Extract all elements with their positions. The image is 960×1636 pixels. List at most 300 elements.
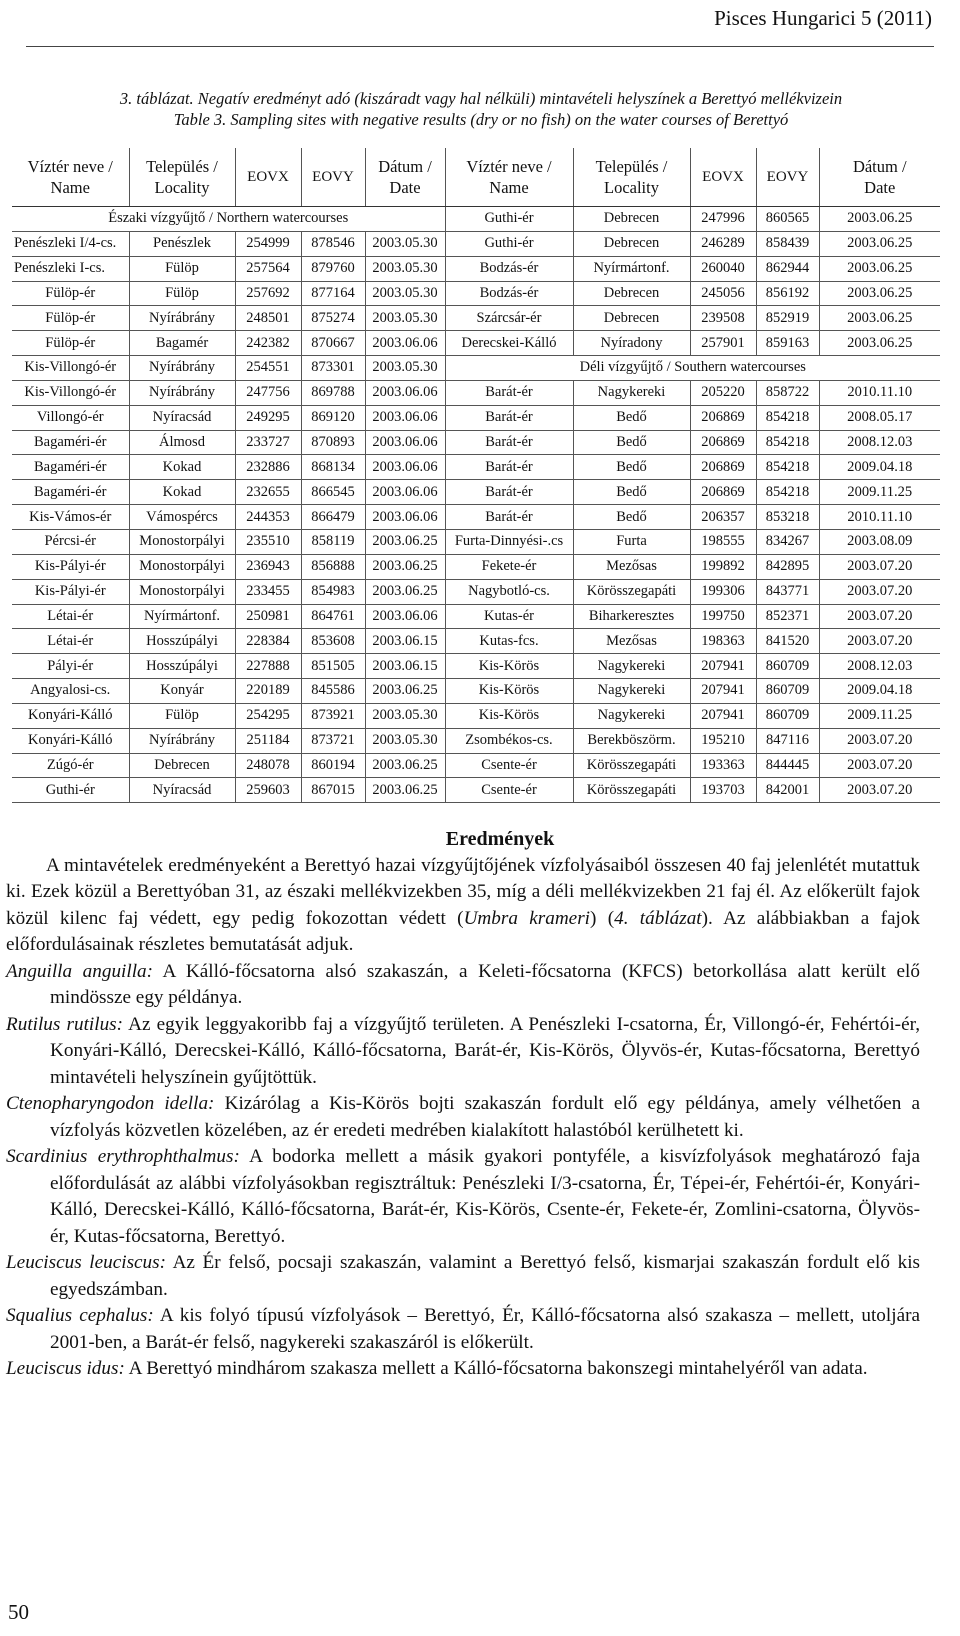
table-cell: Guthi-ér — [445, 231, 573, 256]
table-cell: Kis-Vámos-ér — [12, 505, 129, 530]
table-cell: 2003.08.09 — [819, 529, 940, 554]
table-row — [12, 554, 940, 579]
northern-watercourses-label: Északi vízgyűjtő / Northern watercourses — [12, 207, 445, 232]
table-cell: 2003.06.15 — [365, 629, 445, 654]
table-cell: 206357 — [690, 505, 756, 530]
species-text: A bodorka mellett a másik gyakori pontyféle, a kisvízfolyások meghatározó faja előfordulását az alábbi vízfolyásokban regisztráltuk: Penészleki I/3-csatorna, Ér, Tépei-ér, Fehértói-ér, Konyári-Kálló, Derecskei-Kálló, Kálló-főcsatorna, Barát-ér, Kis-Körös, Csente-ér, Fekete-ér, Zomlini-csatorna, Ölyvös-ér, Kutas-főcsatorna, Berettyó. — [50, 1146, 920, 1247]
table-cell: 2003.07.20 — [819, 579, 940, 604]
table-row — [12, 778, 940, 803]
table-cell: 206869 — [690, 430, 756, 455]
species-name: Ctenopharyngodon idella: — [6, 1093, 215, 1114]
table-cell: 242382 — [235, 331, 301, 356]
species-name: Leuciscus leuciscus: — [6, 1252, 167, 1273]
table-cell: 2008.12.03 — [819, 430, 940, 455]
table-cell: 207941 — [690, 703, 756, 728]
table-cell: 854218 — [756, 455, 819, 480]
table-cell: Nagykereki — [573, 380, 690, 405]
sampling-sites-table — [12, 148, 940, 803]
table-cell: Szárcsár-ér — [445, 306, 573, 331]
table-row — [12, 281, 940, 306]
table-cell: 873921 — [301, 703, 365, 728]
table-cell: 860565 — [756, 207, 819, 232]
table-cell: 852371 — [756, 604, 819, 629]
table-cell: 198555 — [690, 529, 756, 554]
table-cell: 2003.05.30 — [365, 703, 445, 728]
table-row — [12, 455, 940, 480]
table-row — [12, 604, 940, 629]
table-cell: 2003.06.25 — [365, 554, 445, 579]
table-cell: Barát-ér — [445, 455, 573, 480]
table-cell: 2009.04.18 — [819, 679, 940, 704]
col-header-eovx: EOVX — [235, 148, 301, 207]
table-cell: 245056 — [690, 281, 756, 306]
table-cell: Angyalosi-cs. — [12, 679, 129, 704]
table-cell: 868134 — [301, 455, 365, 480]
table-cell: Nyíracsád — [129, 778, 235, 803]
table-cell: 246289 — [690, 231, 756, 256]
table-cell: Kis-Pályi-ér — [12, 579, 129, 604]
table-cell: Kis-Körös — [445, 679, 573, 704]
table-cell: 2003.06.25 — [819, 306, 940, 331]
table-cell: 856888 — [301, 554, 365, 579]
table-cell: 2003.06.06 — [365, 405, 445, 430]
table-cell: Guthi-ér — [445, 207, 573, 232]
table-cell: Hosszúpályi — [129, 654, 235, 679]
table-cell: 867015 — [301, 778, 365, 803]
table-cell: 2003.05.30 — [365, 356, 445, 381]
table-cell: 877164 — [301, 281, 365, 306]
table-row — [12, 728, 940, 753]
table-cell: 866545 — [301, 480, 365, 505]
table-cell: 869788 — [301, 380, 365, 405]
table-cell: Fekete-ér — [445, 554, 573, 579]
table-cell: 232655 — [235, 480, 301, 505]
table-cell: 2003.05.30 — [365, 231, 445, 256]
table-cell: Derecskei-Kálló — [445, 331, 573, 356]
table-cell: 228384 — [235, 629, 301, 654]
species-text: Az Ér felső, pocsaji szakaszán, valamint a Berettyó felső, kismarjai szakaszán fordult elő kis egyedszámban. — [50, 1252, 920, 1300]
table-cell: 2003.06.06 — [365, 455, 445, 480]
table-cell: Debrecen — [573, 281, 690, 306]
table-cell: 860709 — [756, 679, 819, 704]
table-cell: 2003.07.20 — [819, 604, 940, 629]
table-cell: Nyírmártonf. — [573, 256, 690, 281]
table-cell: 199892 — [690, 554, 756, 579]
table-cell: Körösszegapáti — [573, 778, 690, 803]
table-cell: 2003.06.06 — [365, 430, 445, 455]
table-cell: 844445 — [756, 753, 819, 778]
table-cell: Biharkeresztes — [573, 604, 690, 629]
col-header-eovx-2: EOVX — [690, 148, 756, 207]
species-paragraph — [6, 1091, 920, 1144]
table-cell: Nyírábrány — [129, 728, 235, 753]
table-body — [12, 207, 940, 803]
table-cell: 854218 — [756, 430, 819, 455]
col-header-eovy: EOVY — [301, 148, 365, 207]
table-cell: Bagaméri-ér — [12, 430, 129, 455]
table-cell: 870893 — [301, 430, 365, 455]
table-cell: 858119 — [301, 529, 365, 554]
table-cell: Barát-ér — [445, 380, 573, 405]
table-cell: 860194 — [301, 753, 365, 778]
table-cell: Kutas-fcs. — [445, 629, 573, 654]
table-cell: 854218 — [756, 405, 819, 430]
table-cell: 2003.07.20 — [819, 753, 940, 778]
page-number: 50 — [8, 1600, 29, 1624]
table-row — [12, 207, 940, 232]
species-name: Squalius cephalus: — [6, 1305, 154, 1326]
table-cell: 193703 — [690, 778, 756, 803]
table-cell: Létai-ér — [12, 604, 129, 629]
table-cell: Konyár — [129, 679, 235, 704]
table-cell: 2009.11.25 — [819, 480, 940, 505]
col-header-name: Víztér neve / Name — [12, 148, 129, 207]
table-cell: Debrecen — [129, 753, 235, 778]
species-name: Anguilla anguilla: — [6, 960, 154, 982]
table-cell: 207941 — [690, 679, 756, 704]
table-cell: Nagykereki — [573, 703, 690, 728]
table-cell: 251184 — [235, 728, 301, 753]
table-cell: 878546 — [301, 231, 365, 256]
table-cell: 2009.04.18 — [819, 455, 940, 480]
results-intro: A mintavételek eredményeként a Berettyó hazai vízgyűjtőjének vízfolyásaiból összesen 40 faj jelenlétét mutattuk ki. Ezek közül a Berettyóban 31, az északi mellékvizekben 35, míg a déli mellékvizekben 21 faj él. Az előkerült fajok közül kilenc faj védett, egy pedig fokozottan védett (Umbra krameri) (4. táblázat). Az alábbiakban a fajok előfordulásainak részletes bemutatását adjuk. — [6, 854, 921, 955]
table-cell: 248078 — [235, 753, 301, 778]
species-paragraph — [6, 1012, 920, 1092]
table-cell: 2009.11.25 — [819, 703, 940, 728]
species-name: Rutilus rutilus: — [6, 1013, 124, 1035]
table-cell: Bodzás-ér — [445, 281, 573, 306]
table-cell: 842895 — [756, 554, 819, 579]
species-text: A Berettyó mindhárom szakasza mellett a Kálló-főcsatorna bakonszegi mintahelyéről van adata. — [124, 1358, 868, 1379]
table-cell: Barát-ér — [445, 405, 573, 430]
table-cell: Nyíradony — [573, 331, 690, 356]
table-cell: 248501 — [235, 306, 301, 331]
table-row — [12, 380, 940, 405]
table-cell: 254295 — [235, 703, 301, 728]
table-cell: 841520 — [756, 629, 819, 654]
table-cell: 856192 — [756, 281, 819, 306]
table-cell: Bedő — [573, 430, 690, 455]
table-cell: 2003.06.25 — [819, 256, 940, 281]
table-cell: 2008.12.03 — [819, 654, 940, 679]
table-cell: 2003.06.06 — [365, 331, 445, 356]
table-cell: 2003.06.25 — [819, 207, 940, 232]
table-cell: 853218 — [756, 505, 819, 530]
table-cell: Pércsi-ér — [12, 529, 129, 554]
table-row — [12, 306, 940, 331]
table-cell: Csente-ér — [445, 753, 573, 778]
table-cell: 858439 — [756, 231, 819, 256]
table-cell: Körösszegapáti — [573, 753, 690, 778]
table-cell: Nagykereki — [573, 654, 690, 679]
table-cell: Nyírábrány — [129, 356, 235, 381]
table-cell: 879760 — [301, 256, 365, 281]
table-cell: Létai-ér — [12, 629, 129, 654]
table-cell: 199306 — [690, 579, 756, 604]
table-cell: Barát-ér — [445, 505, 573, 530]
table-cell: 227888 — [235, 654, 301, 679]
table-cell: Álmosd — [129, 430, 235, 455]
table-cell: Zsombékos-cs. — [445, 728, 573, 753]
table-cell: Körösszegapáti — [573, 579, 690, 604]
table-cell: 2003.07.20 — [819, 554, 940, 579]
table-cell: Debrecen — [573, 207, 690, 232]
table-cell: Hosszúpályi — [129, 629, 235, 654]
table-cell: 257692 — [235, 281, 301, 306]
results-heading: Eredmények — [445, 828, 555, 850]
table-cell: 193363 — [690, 753, 756, 778]
table-cell: 858722 — [756, 380, 819, 405]
table-cell: 249295 — [235, 405, 301, 430]
table-cell: 2003.06.25 — [365, 679, 445, 704]
table-cell: 2003.06.06 — [365, 480, 445, 505]
table-cell: 866479 — [301, 505, 365, 530]
table-cell: 233455 — [235, 579, 301, 604]
table-cell: Konyári-Kálló — [12, 703, 129, 728]
table-cell: 2003.06.25 — [365, 579, 445, 604]
species-text: Kizárólag a Kis-Körös bojti szakaszán fordult elő egy példánya, amely vélhetően a vízfolyás közvetlen közelében, az ér eredeti medrében kialakított halastóból kerülhetett ki. — [50, 1093, 920, 1141]
table-cell: 869120 — [301, 405, 365, 430]
table-cell: 206869 — [690, 455, 756, 480]
table-cell: Mezősas — [573, 629, 690, 654]
table-row — [12, 256, 940, 281]
table-cell: Kokad — [129, 455, 235, 480]
species-text: A kis folyó típusú vízfolyások – Berettyó, Ér, Kálló-főcsatorna alsó szakasza – mellett, utoljára 2001-ben, a Barát-ér felső, nagykereki szakaszáról is előkerült. — [50, 1305, 920, 1353]
table-cell: Bagamér — [129, 331, 235, 356]
table-cell: Fülöp-ér — [12, 331, 129, 356]
table-cell: 2003.05.30 — [365, 306, 445, 331]
table-cell: Vámospércs — [129, 505, 235, 530]
table-cell: Nyírábrány — [129, 380, 235, 405]
table-cell: Furta — [573, 529, 690, 554]
table-row — [12, 654, 940, 679]
table-cell: Bedő — [573, 405, 690, 430]
table-cell: 235510 — [235, 529, 301, 554]
table-cell: Fülöp — [129, 256, 235, 281]
table-cell: Furta-Dinnyési-.cs — [445, 529, 573, 554]
table-cell: Csente-ér — [445, 778, 573, 803]
species-name: Scardinius erythrophthalmus: — [6, 1146, 240, 1167]
table-cell: 260040 — [690, 256, 756, 281]
table-row — [12, 703, 940, 728]
table-cell: 2003.07.20 — [819, 728, 940, 753]
table-cell: 873721 — [301, 728, 365, 753]
table-row — [12, 629, 940, 654]
table-cell: Kutas-ér — [445, 604, 573, 629]
table-cell: 851505 — [301, 654, 365, 679]
table-cell: 2003.06.25 — [365, 778, 445, 803]
table-cell: 259603 — [235, 778, 301, 803]
table-cell: 2003.06.15 — [365, 654, 445, 679]
table-row — [12, 231, 940, 256]
table-cell: 852919 — [756, 306, 819, 331]
table-cell: Nyíracsád — [129, 405, 235, 430]
table-cell: 859163 — [756, 331, 819, 356]
species-list — [0, 959, 960, 1383]
species-name: Leuciscus idus: — [6, 1358, 125, 1379]
table-row — [12, 753, 940, 778]
table-cell: 206869 — [690, 405, 756, 430]
col-header-date: Dátum / Date — [365, 148, 445, 207]
table-cell: 2003.07.20 — [819, 778, 940, 803]
table-cell: 233727 — [235, 430, 301, 455]
table-cell: 2003.06.06 — [365, 604, 445, 629]
table-cell: Penészlek — [129, 231, 235, 256]
table-cell: Fülöp-ér — [12, 281, 129, 306]
table-cell: 2003.05.30 — [365, 281, 445, 306]
species-text: Az egyik leggyakoribb faj a vízgyűjtő területen. A Penészleki I-csatorna, Ér, Villongó-ér, Fehértói-ér, Konyári-Kálló, Derecskei-Kálló, Kálló-főcsatorna, Barát-ér, Kis-Körös, Ölyvös-ér, Kutas-főcsatorna, Berettyó mintavételi helyszínein gyűjtöttük. — [50, 1013, 921, 1088]
table-cell: 860709 — [756, 703, 819, 728]
table-row — [12, 579, 940, 604]
table-cell: 2003.06.25 — [365, 753, 445, 778]
southern-watercourses-label: Déli vízgyűjtő / Southern watercourses — [445, 356, 940, 381]
table-cell: Monostorpályi — [129, 529, 235, 554]
table-cell: 257901 — [690, 331, 756, 356]
col-header-date-2: Dátum / Date — [819, 148, 940, 207]
table-cell: Bodzás-ér — [445, 256, 573, 281]
table-cell: Fülöp — [129, 703, 235, 728]
table-cell: 873301 — [301, 356, 365, 381]
table-cell: 254999 — [235, 231, 301, 256]
species-paragraph — [6, 1250, 920, 1303]
table-cell: Bagaméri-ér — [12, 480, 129, 505]
table-caption — [18, 88, 944, 130]
table-row — [12, 529, 940, 554]
table-cell: Nagykereki — [573, 679, 690, 704]
table-cell: Debrecen — [573, 306, 690, 331]
species-paragraph — [6, 959, 920, 1012]
table-cell: Nagybotló-cs. — [445, 579, 573, 604]
table-cell: Monostorpályi — [129, 554, 235, 579]
table-cell: 860709 — [756, 654, 819, 679]
table-cell: 206869 — [690, 480, 756, 505]
table-cell: 247996 — [690, 207, 756, 232]
table-cell: 847116 — [756, 728, 819, 753]
table-cell: Kis-Villongó-ér — [12, 380, 129, 405]
table-cell: 2003.05.30 — [365, 728, 445, 753]
table-cell: Kis-Körös — [445, 654, 573, 679]
table-cell: Villongó-ér — [12, 405, 129, 430]
table-cell: 854983 — [301, 579, 365, 604]
table-cell: Fülöp — [129, 281, 235, 306]
table-cell: 195210 — [690, 728, 756, 753]
table-cell: 2003.06.06 — [365, 380, 445, 405]
table-cell: 2003.06.25 — [819, 231, 940, 256]
table-cell: Kis-Villongó-ér — [12, 356, 129, 381]
table-cell: 247756 — [235, 380, 301, 405]
table-cell: 198363 — [690, 629, 756, 654]
table-cell: 254551 — [235, 356, 301, 381]
table-cell: Debrecen — [573, 231, 690, 256]
table-cell: Monostorpályi — [129, 579, 235, 604]
species-text: A Kálló-főcsatorna alsó szakaszán, a Keleti-főcsatorna (KFCS) betorkollása alatt került elő mindössze egy példánya. — [50, 960, 920, 1008]
table-cell: 205220 — [690, 380, 756, 405]
table-cell: Kis-Körös — [445, 703, 573, 728]
table-cell: Kis-Pályi-ér — [12, 554, 129, 579]
table-cell: 845586 — [301, 679, 365, 704]
col-header-locality: Település / Locality — [129, 148, 235, 207]
table-row — [12, 331, 940, 356]
journal-header: Pisces Hungarici 5 (2011) — [714, 6, 932, 30]
table-cell: 2003.06.25 — [365, 529, 445, 554]
table-cell: Guthi-ér — [12, 778, 129, 803]
table-row — [12, 480, 940, 505]
table-cell: 842001 — [756, 778, 819, 803]
table-cell: 2003.06.25 — [819, 331, 940, 356]
table-cell: 236943 — [235, 554, 301, 579]
header-rule — [26, 46, 934, 47]
table-cell: 870667 — [301, 331, 365, 356]
species-paragraph — [6, 1144, 920, 1250]
table-cell: Kokad — [129, 480, 235, 505]
table-cell: 843771 — [756, 579, 819, 604]
table-row — [12, 405, 940, 430]
table-cell: 2003.06.25 — [819, 281, 940, 306]
results-section — [0, 826, 960, 1383]
table-cell: 2003.07.20 — [819, 629, 940, 654]
table-row — [12, 356, 940, 381]
table-cell: 853608 — [301, 629, 365, 654]
table-cell: 207941 — [690, 654, 756, 679]
table-cell: 250981 — [235, 604, 301, 629]
table-cell: Barát-ér — [445, 430, 573, 455]
table-cell: 244353 — [235, 505, 301, 530]
table-cell: 875274 — [301, 306, 365, 331]
table-cell: 2010.11.10 — [819, 380, 940, 405]
table-cell: 220189 — [235, 679, 301, 704]
table-cell: 834267 — [756, 529, 819, 554]
table-cell: Bedő — [573, 480, 690, 505]
table-cell: 2003.05.30 — [365, 256, 445, 281]
species-paragraph — [6, 1303, 920, 1356]
table-cell: 2003.06.06 — [365, 505, 445, 530]
table-cell: Penészleki I-cs. — [12, 256, 129, 281]
table-cell: 199750 — [690, 604, 756, 629]
table-cell: Fülöp-ér — [12, 306, 129, 331]
col-header-name-2: Víztér neve / Name — [445, 148, 573, 207]
table-cell: Nyírmártonf. — [129, 604, 235, 629]
table-cell: 862944 — [756, 256, 819, 281]
table-cell: Bedő — [573, 455, 690, 480]
table-cell: Penészleki I/4-cs. — [12, 231, 129, 256]
table-cell: 864761 — [301, 604, 365, 629]
table-cell: Zúgó-ér — [12, 753, 129, 778]
table-cell: 2010.11.10 — [819, 505, 940, 530]
table-cell: 257564 — [235, 256, 301, 281]
col-header-locality-2: Település / Locality — [573, 148, 690, 207]
table-cell: Nyírábrány — [129, 306, 235, 331]
species-paragraph — [6, 1356, 920, 1383]
col-header-eovy-2: EOVY — [756, 148, 819, 207]
table-row — [12, 430, 940, 455]
table-cell: 232886 — [235, 455, 301, 480]
table-cell: Barát-ér — [445, 480, 573, 505]
table-cell: Mezősas — [573, 554, 690, 579]
table-cell: Berekböszörm. — [573, 728, 690, 753]
table-row — [12, 505, 940, 530]
table-cell: Konyári-Kálló — [12, 728, 129, 753]
table-row — [12, 679, 940, 704]
table-cell: Bagaméri-ér — [12, 455, 129, 480]
table-cell: 2008.05.17 — [819, 405, 940, 430]
table-cell: 239508 — [690, 306, 756, 331]
table-header-row — [12, 148, 940, 207]
table-cell: Pályi-ér — [12, 654, 129, 679]
caption-en: Table 3. Sampling sites with negative results (dry or no fish) on the water courses of Berettyó — [173, 110, 789, 129]
caption-hu: 3. táblázat. Negatív eredményt adó (kiszáradt vagy hal nélküli) mintavételi helyszínek a Berettyó mellékvizein — [119, 89, 843, 108]
table-cell: 854218 — [756, 480, 819, 505]
table-cell: Bedő — [573, 505, 690, 530]
